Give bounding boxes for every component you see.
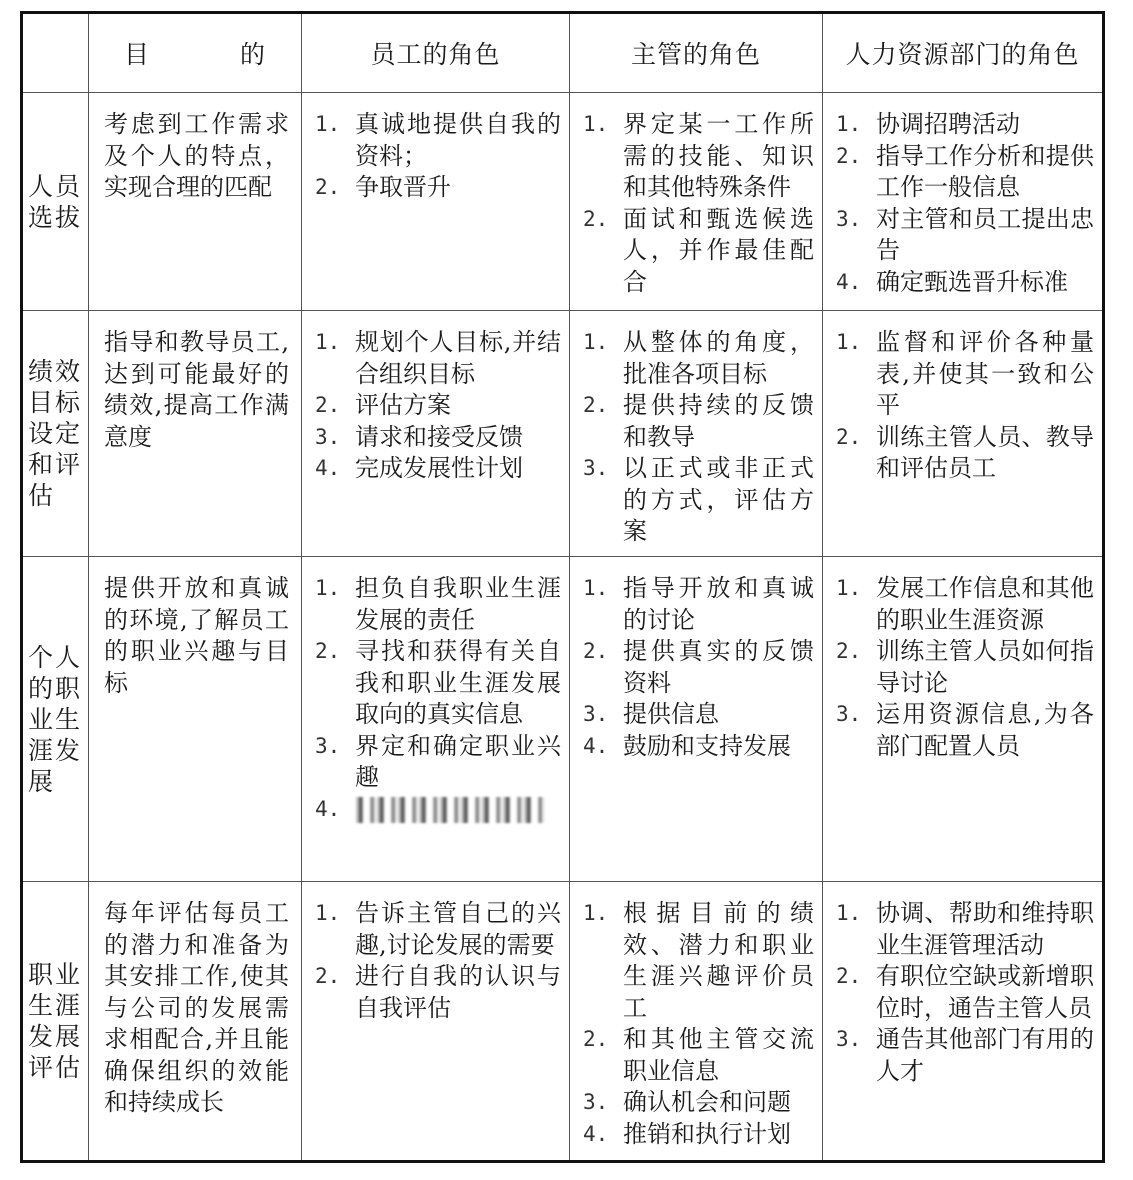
supervisor-role-cell bbox=[570, 93, 823, 311]
list-item: 1. 界定某一工作所需的技能、知识和其他特殊条件 bbox=[583, 110, 814, 201]
row-label-text: 人员选拔 bbox=[28, 171, 83, 232]
row-label bbox=[22, 93, 89, 311]
list-item: 1. 根据目前的绩效、潜力和职业生涯兴趣评价员工 bbox=[583, 899, 814, 1022]
row-label bbox=[22, 557, 89, 882]
career-management-roles-table bbox=[20, 11, 1105, 1163]
list-item: 3. 确认机会和问题 bbox=[583, 1088, 791, 1116]
list-item: 1. 担负自我职业生涯发展的责任 bbox=[315, 574, 561, 634]
hr-role-cell bbox=[823, 311, 1104, 557]
supervisor-role-cell bbox=[570, 882, 823, 1162]
header-hr-role: 人力资源部门的角色 bbox=[823, 13, 1104, 93]
list-item: 2. 训练主管人员如何指导讨论 bbox=[836, 637, 1094, 697]
corner-cell bbox=[22, 13, 89, 93]
header-purpose-char-2: 的 bbox=[240, 40, 267, 69]
list-item: 3. 通告其他部门有用的人才 bbox=[836, 1025, 1094, 1085]
header-supervisor-role: 主管的角色 bbox=[570, 13, 823, 93]
hr-role-cell bbox=[823, 882, 1104, 1162]
list-item: 2. 面试和甄选候选人，并作最佳配合 bbox=[583, 204, 814, 296]
list-item: 4. 完成发展性计划 bbox=[315, 454, 523, 482]
list-item: 1. 指导开放和真诚的讨论 bbox=[583, 574, 814, 634]
table-row bbox=[22, 93, 1104, 311]
employee-role-cell bbox=[302, 882, 570, 1162]
list-item: 1. 告诉主管自己的兴趣,讨论发展的需要 bbox=[315, 899, 561, 959]
list-item: 2. 提供持续的反馈和教导 bbox=[583, 391, 814, 451]
supervisor-role-cell bbox=[570, 311, 823, 557]
list-item: 3. 对主管和员工提出忠告 bbox=[836, 204, 1094, 264]
list-item: 2. 进行自我的认识与自我评估 bbox=[315, 962, 561, 1022]
supervisor-role-cell bbox=[570, 557, 823, 882]
hr-role-cell bbox=[823, 93, 1104, 311]
table-row bbox=[22, 882, 1104, 1162]
list-item: 1. 协调招聘活动 bbox=[836, 110, 1020, 138]
smeared-text bbox=[355, 797, 545, 823]
list-item-illegible: 4. bbox=[315, 794, 561, 826]
purpose-cell: 考虑到工作需求及个人的特点，实现合理的匹配 bbox=[89, 93, 302, 311]
row-label bbox=[22, 311, 89, 557]
row-label-text: 职业生涯发展评估 bbox=[28, 960, 83, 1082]
header-purpose-char-1: 目 bbox=[123, 40, 150, 69]
list-item: 2. 提供真实的反馈资料 bbox=[583, 637, 814, 697]
list-item: 2. 寻找和获得有关自我和职业生涯发展取向的真实信息 bbox=[315, 637, 561, 728]
row-label-text: 个人的职业生涯发展 bbox=[28, 642, 83, 796]
list-item: 2. 评估方案 bbox=[315, 391, 451, 419]
list-item: 1. 真诚地提供自我的资料； bbox=[315, 110, 561, 170]
list-item: 1. 规划个人目标,并结合组织目标 bbox=[315, 328, 561, 388]
list-item: 4. 推销和执行计划 bbox=[583, 1119, 791, 1148]
list-item: 4. 鼓励和支持发展 bbox=[583, 731, 791, 760]
header-employee-role: 员工的角色 bbox=[302, 13, 570, 93]
employee-role-cell bbox=[302, 311, 570, 557]
list-item: 2. 和其他主管交流职业信息 bbox=[583, 1025, 814, 1085]
list-item: 1. 协调、帮助和维持职业生涯管理活动 bbox=[836, 899, 1094, 959]
employee-role-cell bbox=[302, 557, 570, 882]
list-item: 3. 以正式或非正式的方式，评估方案 bbox=[583, 454, 814, 545]
list-item: 1. 从整体的角度，批准各项目标 bbox=[583, 328, 814, 388]
list-item: 3. 提供信息 bbox=[583, 700, 719, 728]
list-item: 3. 请求和接受反馈 bbox=[315, 422, 523, 451]
header-row bbox=[22, 13, 1104, 93]
purpose-cell: 每年评估每员工的潜力和准备为其安排工作,使其与公司的发展需求相配合,并且能确保组织的效能和持续成长 bbox=[89, 882, 302, 1162]
row-label bbox=[22, 882, 89, 1162]
header-purpose bbox=[89, 13, 302, 93]
hr-role-cell bbox=[823, 557, 1104, 882]
list-item: 4. 确定甄选晋升标准 bbox=[836, 267, 1068, 296]
list-item: 3. 运用资源信息,为各部门配置人员 bbox=[836, 700, 1094, 760]
list-item: 1. 监督和评价各种量表,并使其一致和公平 bbox=[836, 328, 1094, 419]
list-item: 2. 有职位空缺或新增职位时，通告主管人员 bbox=[836, 962, 1094, 1022]
list-item: 2. 争取晋升 bbox=[315, 173, 451, 201]
table-row bbox=[22, 311, 1104, 557]
list-item: 2. 训练主管人员、教导和评估员工 bbox=[836, 422, 1094, 482]
employee-role-cell bbox=[302, 93, 570, 311]
table-row bbox=[22, 557, 1104, 882]
purpose-cell: 指导和教导员工,达到可能最好的绩效,提高工作满意度 bbox=[89, 311, 302, 557]
list-item: 1. 发展工作信息和其他的职业生涯资源 bbox=[836, 574, 1094, 634]
list-item: 3. 界定和确定职业兴趣 bbox=[315, 731, 561, 791]
row-label-text: 绩效目标设定和评估 bbox=[28, 357, 83, 510]
list-item: 2. 指导工作分析和提供工作一般信息 bbox=[836, 141, 1094, 201]
purpose-cell: 提供开放和真诚的环境,了解员工的职业兴趣与目标 bbox=[89, 557, 302, 882]
